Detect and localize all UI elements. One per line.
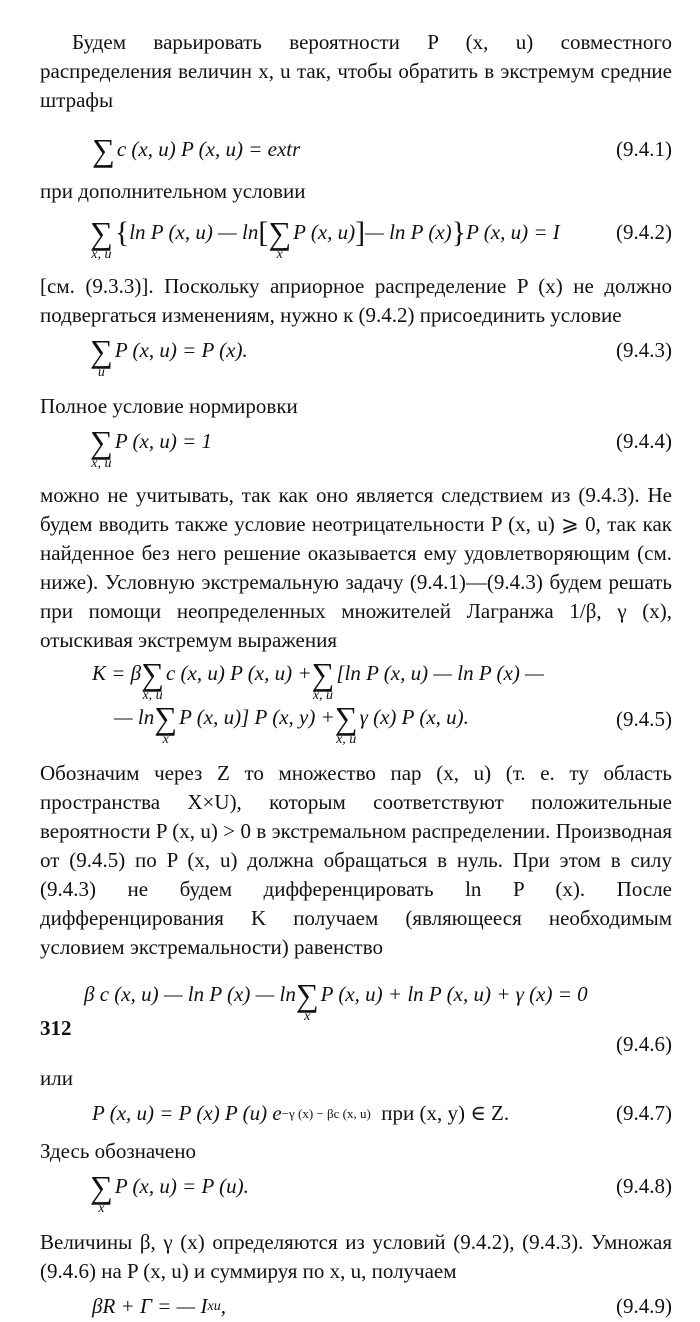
- paragraph-6: Обозначим через Z то множество пар (x, u) (т. е. ту область пространства X×U), которым соответствуют положительные вероятности P (x, u) > 0 в экстремальном распределении. Производная от (9.4.5) по P (x, u) должна обращаться в нуль. При этом в силу (9.4.3) не будем дифференцировать ln P (x). После дифференцирования K получаем (являющееся необходимым условием экстремальности) равенство: [40, 761, 672, 959]
- equation-9-4-4: ∑ x, u P (x, u) = 1 (9.4.4): [90, 424, 672, 471]
- paragraph-2: при дополнительном условии: [40, 179, 306, 203]
- equation-number: (9.4.6): [616, 1032, 672, 1056]
- sum-symbol: ∑ x: [154, 700, 178, 747]
- equation-9-4-5: K = β ∑ x, u c (x, u) P (x, u) + ∑ x, u [ln P (x, u) — ln P (x) — — ln ∑ x P (x, u)] P (x, y) + ∑ x, u γ (x) P (x, u). (9.4.5): [92, 656, 672, 747]
- sum-symbol: ∑ x: [90, 1169, 113, 1216]
- paragraph-1: Будем варьировать вероятности P (x, u) совместного распределения величин x, u так, чтобы обратить в экстремум средние штрафы: [40, 30, 672, 112]
- sum-symbol: ∑ x, u: [90, 424, 113, 471]
- equation-9-4-9: βR + Γ = — I xu , (9.4.9): [40, 1292, 672, 1322]
- equation-number: (9.4.1): [616, 137, 672, 161]
- equation-number: (9.4.3): [616, 338, 672, 362]
- equation-9-4-8: ∑ x P (x, u) = P (u). (9.4.8): [90, 1169, 672, 1216]
- equation-number: (9.4.4): [616, 429, 672, 453]
- paragraph-7: или: [40, 1066, 73, 1090]
- equation-9-4-6: β c (x, u) — ln P (x) — ln ∑ x P (x, u) + ln P (x, u) + γ (x) = 0 (9.4.6): [40, 980, 672, 1064]
- equation-number: (9.4.9): [616, 1294, 672, 1318]
- page-body: [40, 14, 672, 1322]
- paragraph-9: Величины β, γ (x) определяются из условий (9.4.2), (9.4.3). Умножая (9.4.6) на P (x, u) и суммируя по x, u, получаем: [40, 1230, 672, 1283]
- paragraph-3: [см. (9.3.3)]. Поскольку априорное распределение P (x) не должно подвергаться изменениям, нужно к (9.4.2) присоединить условие: [40, 274, 672, 327]
- equation-number: (9.4.8): [616, 1174, 672, 1198]
- sum-symbol: ∑ x, u: [90, 215, 113, 262]
- paragraph-5: можно не учитывать, так как оно является следствием из (9.4.3). Не будем вводить также условие неотрицательности P (x, u) ⩾ 0, так как найденное без него решение оказывается ему удовлетворяющим (см. ниже). Условную экстремальную задачу (9.4.1)—(9.4.3) будем решать при помощи неопределенных множителей Лагранжа 1/β, γ (x), отыскивая экстремум выражения: [40, 483, 672, 652]
- page-number: 312: [40, 1016, 72, 1040]
- equation-number: (9.4.7): [616, 1101, 672, 1125]
- sum-symbol: ∑ u: [90, 333, 113, 380]
- sum-symbol: ∑ x, u: [141, 656, 164, 703]
- sum-symbol: ∑ x: [295, 977, 319, 1024]
- paragraph-4: Полное условие нормировки: [40, 394, 298, 418]
- equation-9-4-1: [40, 132, 672, 171]
- sum-symbol: ∑ x: [268, 215, 292, 262]
- equation-9-4-7: P (x, u) = P (x) P (u) e −γ (x) − βc (x, u) при (x, y) ∈ Z. (9.4.7): [40, 1099, 672, 1133]
- equation-9-4-2: ∑ x, u { ln P (x, u) — ln [ ∑ x P (x, u) ] — ln P (x) } P (x, u) = I (9.4.2): [90, 215, 672, 262]
- equation-body: c (x, u) P (x, u) = extr: [116, 137, 301, 161]
- equation-9-4-3: ∑ u P (x, u) = P (x). (9.4.3): [90, 333, 672, 380]
- sum-symbol: ∑ x, u: [311, 656, 335, 703]
- sum-symbol: ∑: [92, 132, 115, 168]
- sum-symbol: ∑ x, u: [334, 700, 358, 747]
- equation-number: (9.4.2): [616, 220, 672, 244]
- paragraph-8: Здесь обозначено: [40, 1139, 196, 1163]
- equation-number: (9.4.5): [616, 707, 672, 731]
